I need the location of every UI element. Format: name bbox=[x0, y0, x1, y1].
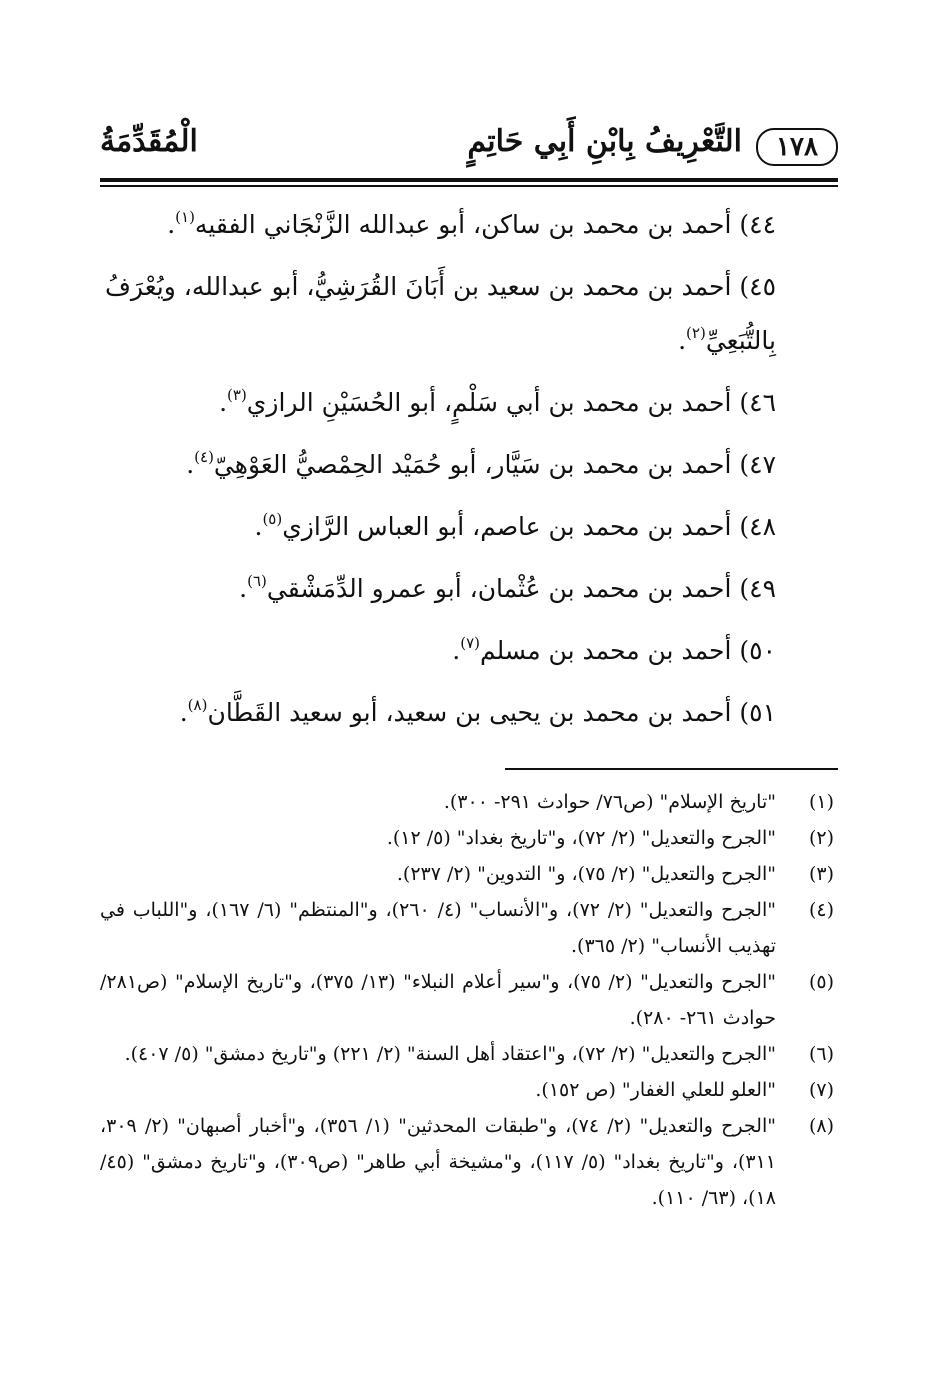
entry-end: . bbox=[179, 698, 188, 727]
header-rule-thick bbox=[100, 178, 838, 182]
footnote-number: (٣) bbox=[808, 863, 834, 885]
entry-end: . bbox=[167, 210, 176, 239]
footnote-5 bbox=[100, 964, 838, 1036]
entry-text: ٥١) أحمد بن محمد بن يحيى بن سعيد، أبو سعيد القَطَّان bbox=[207, 698, 776, 727]
footnote-ref: (٦) bbox=[247, 571, 267, 590]
entry-45 bbox=[100, 260, 838, 368]
footnote-8 bbox=[100, 1108, 838, 1216]
entry-48 bbox=[100, 500, 838, 554]
page-number-badge bbox=[756, 128, 838, 166]
entry-end: . bbox=[239, 574, 248, 603]
footnote-ref: (٥) bbox=[262, 509, 283, 528]
entry-end: . bbox=[678, 326, 687, 355]
entry-49 bbox=[100, 562, 838, 616]
footnote-ref: (١) bbox=[175, 207, 195, 226]
footnote-ref: (٢) bbox=[686, 323, 706, 342]
entry-50 bbox=[100, 624, 838, 678]
footnote-number: (٤) bbox=[808, 899, 834, 921]
footnote-text: "تاريخ الإسلام" (ص٧٦/ حوادث ٢٩١- ٣٠٠). bbox=[443, 791, 776, 813]
footnote-number: (٢) bbox=[808, 827, 834, 849]
footnote-3 bbox=[100, 856, 838, 892]
footnote-6 bbox=[100, 1036, 838, 1072]
entry-text: ٤٩) أحمد بن محمد بن عُثْمان، أبو عمرو الدِّمَشْقي bbox=[266, 574, 776, 603]
footnote-separator bbox=[505, 768, 838, 770]
entry-end: . bbox=[254, 512, 263, 541]
entry-text: ٤٦) أحمد بن محمد بن أبي سَلْمٍ، أبو الحُسَيْنِ الرازي bbox=[246, 388, 776, 417]
footnote-number: (١) bbox=[808, 791, 834, 813]
footnote-text: "الجرح والتعديل" (٢/ ٧٥)، و"سير أعلام النبلاء" (١٣/ ٣٧٥)، و"تاريخ الإسلام" (ص٢٨١/ حوادث ٢٦١- ٢٨٠). bbox=[100, 971, 776, 1029]
entry-text: ٥٠) أحمد بن محمد بن مسلم bbox=[479, 636, 776, 665]
footnote-number: (٥) bbox=[808, 971, 834, 993]
entry-47 bbox=[100, 438, 838, 492]
footnote-text: "الجرح والتعديل" (٢/ ٧٤)، و"طبقات المحدثين" (١/ ٣٥٦)، و"أخبار أصبهان" (٢/ ٣٠٩، ٣١١)، و"تاريخ بغداد" (٥/ ١١٧)، و"مشيخة أبي طاهر" (ص٣٠٩)، و"تاريخ دمشق" (٤٥/ ١٨)، (٦٣/ ١١٠). bbox=[100, 1115, 777, 1209]
entry-end: . bbox=[186, 450, 195, 479]
entry-text: ٤٥) أحمد بن محمد بن سعيد بن أَبَانَ القُرَشِيُّ، أبو عبدالله، ويُعْرَفُ بِالتُّبَعِيِّ bbox=[105, 272, 776, 355]
footnote-7 bbox=[100, 1072, 838, 1108]
book-title: التَّعْرِيفُ بِابْنِ أَبِي حَاتِمٍ bbox=[467, 124, 742, 159]
header-rule-thin bbox=[100, 185, 838, 187]
footnote-1 bbox=[100, 784, 838, 820]
entry-text: ٤٧) أحمد بن محمد بن سَيَّار، أبو حُمَيْد الحِمْصيُّ العَوْهِيّ bbox=[213, 450, 776, 479]
footnote-2 bbox=[100, 820, 838, 856]
entry-text: ٤٤) أحمد بن محمد بن ساكن، أبو عبدالله الزَّنْجَاني الفقيه bbox=[194, 210, 776, 239]
entry-51 bbox=[100, 686, 838, 740]
entry-44 bbox=[100, 198, 838, 252]
entry-end: . bbox=[452, 636, 461, 665]
footnote-text: "العلو للعلي الغفار" (ص ١٥٢). bbox=[535, 1079, 776, 1101]
entries-list bbox=[100, 198, 838, 748]
entry-46 bbox=[100, 376, 838, 430]
footnote-number: (٦) bbox=[808, 1043, 834, 1065]
footnote-text: "الجرح والتعديل" (٢/ ٧٢)، و"اعتقاد أهل السنة" (٢/ ٢٢١) و"تاريخ دمشق" (٥/ ٤٠٧). bbox=[124, 1043, 776, 1065]
footnote-ref: (٣) bbox=[227, 385, 247, 404]
running-header bbox=[100, 108, 838, 178]
section-title: الْمُقَدِّمَةُ bbox=[100, 124, 198, 159]
footnote-text: "الجرح والتعديل" (٢/ ٧٥)، و" التدوين" (٢/ ٢٣٧). bbox=[396, 863, 776, 885]
footnote-4 bbox=[100, 892, 838, 964]
page-number: ١٧٨ bbox=[776, 132, 818, 162]
footnote-text: "الجرح والتعديل" (٢/ ٧٢)، و"تاريخ بغداد" (٥/ ١٢). bbox=[386, 827, 776, 849]
footnote-number: (٧) bbox=[808, 1079, 834, 1101]
footnotes-list bbox=[100, 784, 838, 1216]
entry-end: . bbox=[219, 388, 228, 417]
footnote-number: (٨) bbox=[808, 1115, 834, 1137]
footnote-ref: (٨) bbox=[187, 695, 208, 714]
entry-text: ٤٨) أحمد بن محمد بن عاصم، أبو العباس الرَّازي bbox=[282, 512, 776, 541]
footnote-ref: (٧) bbox=[460, 633, 480, 652]
footnote-ref: (٤) bbox=[194, 447, 214, 466]
footnote-text: "الجرح والتعديل" (٢/ ٧٢)، و"الأنساب" (٤/ ٢٦٠)، و"المنتظم" (٦/ ١٦٧)، و"اللباب في تهذيب الأنساب" (٢/ ٣٦٥). bbox=[100, 899, 776, 957]
